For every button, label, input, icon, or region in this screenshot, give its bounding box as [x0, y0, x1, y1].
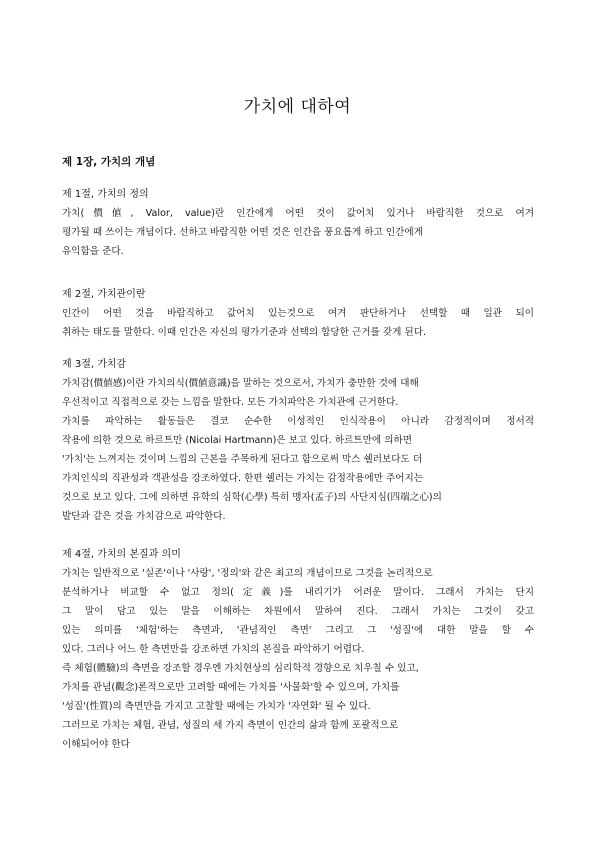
body-line: 취하는 태도를 말한다. 이때 인간은 자신의 평가기준과 선택의 합당한 근거를 갖게 된다.: [62, 327, 427, 338]
body-line: 이해되어야 한다: [62, 739, 130, 750]
section-heading: 제 1절, 가치의 정의: [62, 189, 149, 200]
section-heading: 제 3절, 가치감: [62, 359, 127, 370]
body-line: 있다. 그러나 어느 한 측면만을 강조하면 가치의 본질을 파악하기 어렵다.: [62, 644, 365, 655]
body-line: 즉 체험(體驗)의 측면을 강조할 경우엔 가치현상의 심리학적 경향으로 치우칠 수 있고,: [62, 663, 419, 674]
section-heading: 제 2절, 가치관이란: [62, 289, 146, 300]
body-line: 평가될 때 쓰이는 개념이다. 선하고 바람직한 어떤 것은 인간을 풍요롭게 하고 인간에게: [62, 227, 423, 238]
body-line: 작용에 의한 것으로 하르트만 (Nicolai Hartmann)은 보고 있다. 하르트만에 의하면: [62, 435, 413, 446]
section-3: [62, 355, 534, 526]
body-line: 있는 의미를 '체험'하는 측면과, '관념적인 측면' 그리고 그 '성질'에 대한 말을 할 수: [62, 625, 534, 636]
section-body: [62, 204, 534, 261]
section-body: [62, 374, 534, 526]
body-line: 발단과 같은 것을 가치감으로 파악한다.: [62, 511, 226, 522]
section-1: [62, 185, 534, 261]
body-line: 우선적이고 직접적으로 갖는 느낌을 말한다. 모든 가치파악은 가치관에 근거한다.: [62, 397, 399, 408]
body-line: 것으로 보고 있다. 그에 의하면 유학의 심학(心學) 특히 맹자(孟子)의 사단지심(四端之心)의: [62, 492, 442, 503]
body-line: 가치(價値, Valor, value)란 인간에게 어떤 것이 값어치 있거나 바람직한 것으로 여겨: [62, 208, 534, 219]
section-body: [62, 564, 534, 754]
section-4: [62, 545, 534, 754]
body-line: 가치는 일반적으로 '실존'이나 '사랑', '정의'와 같은 최고의 개념이므로 그것을 논리적으로: [62, 568, 433, 579]
body-line: 가치인식의 직관성과 객관성을 강조하였다. 한편 쉘러는 가치는 감정작용에만 주어지는: [62, 473, 424, 484]
body-line: 가치를 관념(觀念)론적으로만 고려할 때에는 가치를 '사물화'할 수 있으며, 가치를: [62, 682, 400, 693]
body-line: 분석하거나 비교할 수 없고 정의(定義)를 내리기가 어려운 말이다. 그래서 가치는 단지: [62, 587, 534, 598]
body-line: 유익함을 준다.: [62, 246, 124, 257]
document-title: 가치에 대하여: [243, 97, 352, 117]
section-2: [62, 285, 534, 342]
body-line: 가치감(價値感)이란 가치의식(價値意識)을 말하는 것으로서, 가치가 충만한 것에 대해: [62, 378, 419, 389]
body-line: 그 말이 담고 있는 말을 이해하는 차원에서 말하여 진다. 그래서 가치는 그것이 갖고: [62, 606, 534, 617]
body-line: 가치를 파악하는 활동들은 결코 순수한 이성적인 인식작용이 아니라 감정적이며 정서적: [62, 416, 534, 427]
body-line: 그러므로 가치는 체험, 관념, 성질의 세 가지 측면이 인간의 삶과 함께 포괄적으로: [62, 720, 399, 731]
section-heading: 제 4절, 가치의 본질과 의미: [62, 549, 181, 560]
body-line: '가치'는 느껴지는 것이며 느낌의 근본을 주목하게 된다고 함으로써 막스 쉘러보다도 더: [62, 454, 423, 465]
body-line: 인간이 어떤 것을 바람직하고 값어치 있는것으로 여겨 판단하거나 선택할 때 일관 되이: [62, 308, 534, 319]
chapter-heading: 제 1장, 가치의 개념: [62, 156, 156, 168]
body-line: '성질'(性質)의 측면만을 가지고 고찰할 때에는 가치가 '자연화' 될 수 있다.: [62, 701, 371, 712]
section-body: [62, 304, 534, 342]
